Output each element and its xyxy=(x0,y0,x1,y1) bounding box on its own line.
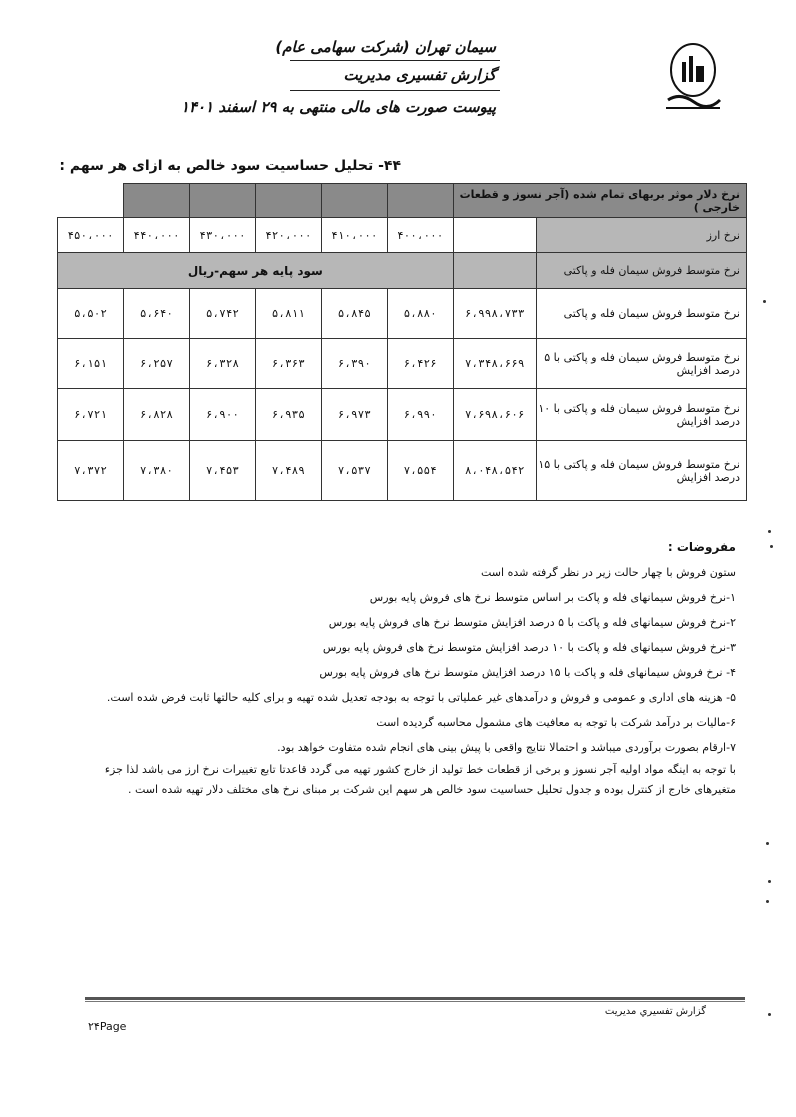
footer-text: گزارش تفسیري مديريت xyxy=(604,1006,706,1017)
eps-value: ۵،۶۴۰ xyxy=(124,289,190,339)
underline xyxy=(290,60,500,61)
page-number: ۲۴Page xyxy=(88,1020,127,1033)
company-name: سیمان تهران (شرکت سهامی عام) xyxy=(275,38,496,56)
eps-value: ۵،۵۰۲ xyxy=(58,289,124,339)
table-row xyxy=(58,339,747,389)
header-blank xyxy=(453,253,536,289)
eps-value: ۶،۹۷۳ xyxy=(321,389,387,441)
sensitivity-table xyxy=(57,183,747,501)
row-label: نرخ متوسط فروش سیمان فله و پاکتی با ۵ درصد افزایش xyxy=(536,339,746,389)
assumption-item: ۴- نرخ فروش سیمانهای فله و پاکت با ۱۵ درصد افزایش متوسط نرخ های فروش پایه بورس xyxy=(319,666,736,679)
scan-speck xyxy=(768,880,771,883)
eps-value: ۷،۴۵۳ xyxy=(189,441,255,501)
header-blank xyxy=(255,184,321,218)
rate-cell: ۴۰۰،۰۰۰ xyxy=(387,218,453,253)
header-blank xyxy=(189,184,255,218)
eps-value: ۶،۱۵۱ xyxy=(58,339,124,389)
scan-speck xyxy=(766,842,769,845)
assumption-item: ۷-ارقام بصورت برآوردی میباشد و احتمالا نتایج واقعی با پیش بینی های انجام شده متفاوت خواهد بود. xyxy=(277,741,736,754)
eps-value: ۷،۳۷۲ xyxy=(58,441,124,501)
assumptions-note: با توجه به اینگه مواد اولیه آجر نسوز و برخی از قطعات خط تولید از خارج کشور تهیه می گردد قاعدتا تابع تغییرات نرخ ارز می باشد لذا جزء متغیرهای خارج از کنترل بوده و جدول تحلیل حساسیت سود خالص هر سهم این شرکت بر مبنای نرخ های مختلف دلار تهیه شده است . xyxy=(104,763,736,796)
report-title: گزارش تفسیری مدیریت xyxy=(343,66,496,84)
row-label: نرخ متوسط فروش سیمان فله و پاکتی xyxy=(536,289,746,339)
eps-value: ۵،۸۴۵ xyxy=(321,289,387,339)
assumption-item: ۲-نرخ فروش سیمانهای فله و پاکت با ۵ درصد افزایش متوسط نرخ های فروش پایه بورس xyxy=(328,616,736,629)
rate-cell: ۴۳۰،۰۰۰ xyxy=(189,218,255,253)
base-value: ۸،۰۴۸،۵۴۲ xyxy=(453,441,536,501)
eps-value: ۶،۹۹۰ xyxy=(387,389,453,441)
eps-value: ۶،۳۶۳ xyxy=(255,339,321,389)
eps-value: ۶،۸۲۸ xyxy=(124,389,190,441)
assumptions-intro: ستون فروش با چهار حالت زیر در نظر گرفته شده است xyxy=(481,566,736,579)
underline xyxy=(290,90,500,91)
section-title: ۴۴- تحلیل حساسیت سود خالص به ازای هر سهم : xyxy=(59,158,401,174)
rate-cell: ۴۴۰،۰۰۰ xyxy=(124,218,190,253)
eps-value: ۷،۵۵۴ xyxy=(387,441,453,501)
sub-header-label: نرخ متوسط فروش سیمان فله و پاکتی xyxy=(536,253,746,289)
scan-speck xyxy=(766,900,769,903)
scan-speck xyxy=(768,1013,771,1016)
eps-value: ۶،۲۵۷ xyxy=(124,339,190,389)
rate-label: نرخ ارز xyxy=(536,218,746,253)
table-row xyxy=(58,289,747,339)
rate-cell: ۴۱۰،۰۰۰ xyxy=(321,218,387,253)
header-blank xyxy=(387,184,453,218)
footer-divider xyxy=(85,1001,745,1002)
assumption-item: ۳-نرخ فروش سیمانهای فله و پاکت با ۱۰ درصد افزایش متوسط نرخ های فروش پایه بورس xyxy=(322,641,736,654)
header-blank xyxy=(321,184,387,218)
assumptions-section xyxy=(60,535,736,800)
assumptions-heading: مفروضات : xyxy=(667,540,736,554)
report-subtitle: پیوست صورت های مالی منتهی به ۲۹ اسفند ۱۴۰۱ xyxy=(180,98,496,116)
row-label: نرخ متوسط فروش سیمان فله و پاکتی با ۱۵ درصد افزایش xyxy=(536,441,746,501)
eps-value: ۵،۷۴۲ xyxy=(189,289,255,339)
eps-value: ۵،۸۱۱ xyxy=(255,289,321,339)
base-value: ۷،۶۹۸،۶۰۶ xyxy=(453,389,536,441)
eps-value: ۶،۷۲۱ xyxy=(58,389,124,441)
company-logo xyxy=(660,40,726,114)
eps-value: ۶،۴۲۶ xyxy=(387,339,453,389)
rate-cell: ۴۵۰،۰۰۰ xyxy=(58,218,124,253)
eps-value: ۷،۵۳۷ xyxy=(321,441,387,501)
table-row xyxy=(58,441,747,501)
eps-value: ۶،۳۲۸ xyxy=(189,339,255,389)
table-row xyxy=(58,389,747,441)
rate-cell: ۴۲۰،۰۰۰ xyxy=(255,218,321,253)
eps-value: ۵،۸۸۰ xyxy=(387,289,453,339)
assumption-item: ۱-نرخ فروش سیمانهای فله و پاکت بر اساس متوسط نرخ های فروش پایه بورس xyxy=(369,591,736,604)
scan-speck xyxy=(770,545,773,548)
eps-value: ۷،۳۸۰ xyxy=(124,441,190,501)
header-blank xyxy=(124,184,190,218)
eps-value: ۶،۹۳۵ xyxy=(255,389,321,441)
eps-value: ۶،۹۰۰ xyxy=(189,389,255,441)
assumption-item: ۶-مالیات بر درآمد شرکت با توجه به معافیت های مشمول محاسبه گردیده است xyxy=(376,716,736,729)
eps-value: ۶،۳۹۰ xyxy=(321,339,387,389)
scan-speck xyxy=(763,300,766,303)
assumption-item: ۵- هزینه های اداری و عمومی و فروش و درآمدهای غیر عملیاتی با توجه به بودجه تعدیل شده تهیه و برای کلیه حالتها ثابت فرض شده است. xyxy=(106,691,736,704)
sub-header-value: سود پایه هر سهم-ریال xyxy=(58,253,454,289)
eps-value: ۷،۴۸۹ xyxy=(255,441,321,501)
scan-speck xyxy=(768,530,771,533)
table-top-header: نرخ دلار موثر بربهای تمام شده (آجر نسوز و قطعات خارجی ) xyxy=(453,184,746,218)
footer-divider xyxy=(85,997,745,1000)
base-value: ۶،۹۹۸،۷۳۳ xyxy=(453,289,536,339)
row-label: نرخ متوسط فروش سیمان فله و پاکتی با ۱۰ درصد افزایش xyxy=(536,389,746,441)
header-blank xyxy=(453,218,536,253)
base-value: ۷،۳۴۸،۶۶۹ xyxy=(453,339,536,389)
